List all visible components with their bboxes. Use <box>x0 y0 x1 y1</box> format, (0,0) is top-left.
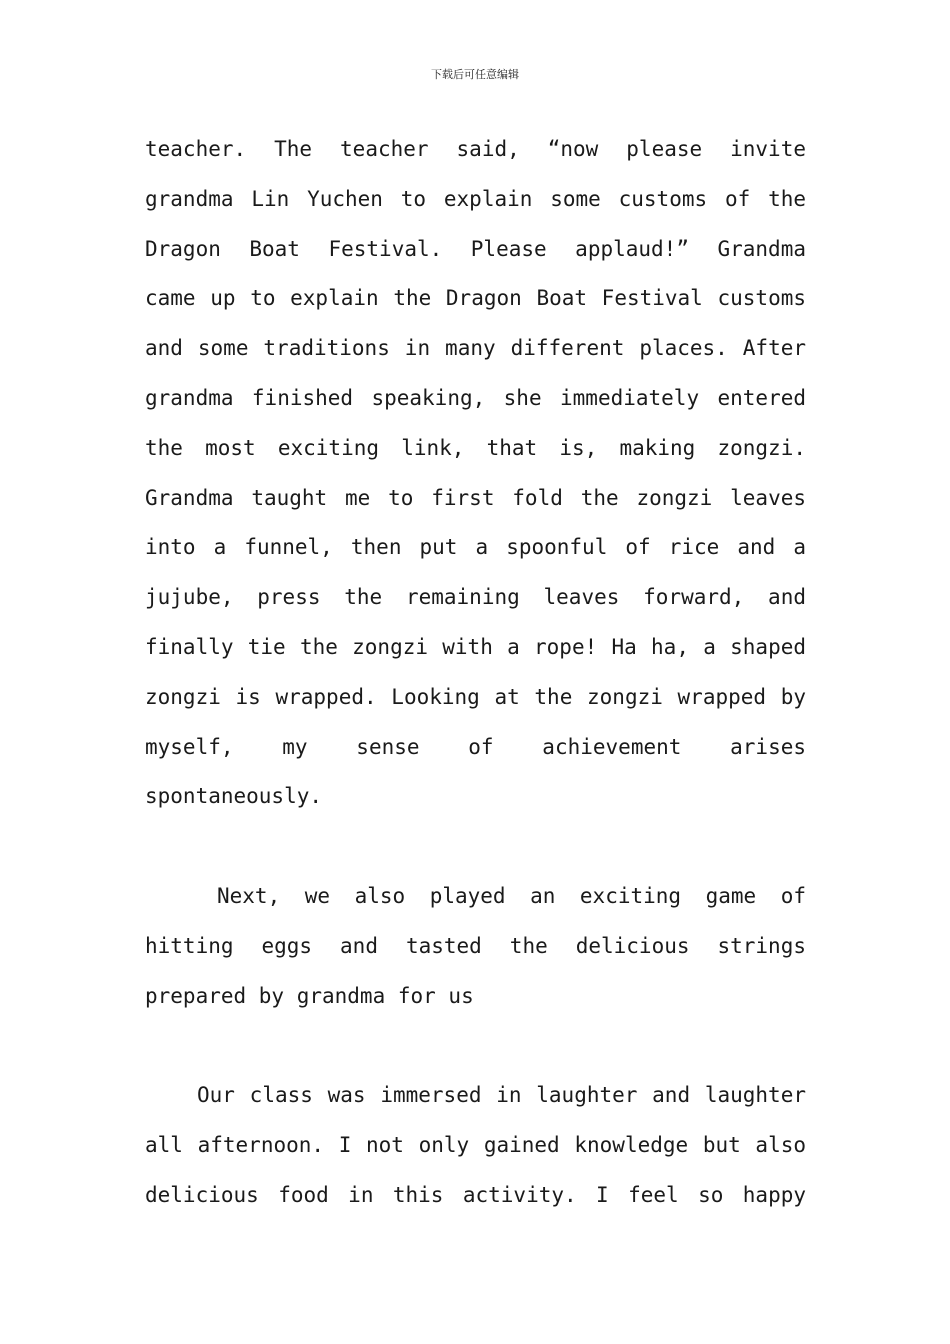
text-line: into a funnel, then put a spoonful of rice and a <box>145 535 806 560</box>
paragraph-3 <box>145 1071 806 1220</box>
text-line: delicious food in this activity. I feel so happy <box>145 1182 806 1207</box>
page-header: 下载后可任意编辑 <box>431 68 519 81</box>
text-line: Grandma taught me to first fold the zongzi leaves <box>145 485 806 510</box>
document-body <box>145 125 806 1221</box>
text-line: Next, we also played an exciting game of <box>217 883 806 908</box>
paragraph-2 <box>145 872 806 1021</box>
text-line: finally tie the zongzi with a rope! Ha ha, a shaped <box>145 634 806 659</box>
text-line: Our class was immersed in laughter and laughter <box>197 1083 806 1108</box>
text-line: the most exciting link, that is, making zongzi. <box>145 435 806 460</box>
text-line: all afternoon. I not only gained knowledge but also <box>145 1132 806 1157</box>
text-line: prepared by grandma for us <box>145 983 474 1008</box>
text-line: grandma Lin Yuchen to explain some customs of the <box>145 186 806 211</box>
text-line: came up to explain the Dragon Boat Festival customs <box>145 286 806 311</box>
text-line: jujube, press the remaining leaves forward, and <box>145 585 806 610</box>
text-line: zongzi is wrapped. Looking at the zongzi wrapped by <box>145 684 806 709</box>
text-line: myself, my sense of achievement arises <box>145 734 806 759</box>
text-line: and some traditions in many different places. After <box>145 336 806 361</box>
text-line: Dragon Boat Festival. Please applaud!” Grandma <box>145 236 806 261</box>
text-line: spontaneously. <box>145 784 323 809</box>
paragraph-spacer <box>145 1021 806 1071</box>
text-line: grandma finished speaking, she immediately entered <box>145 385 806 410</box>
text-line: hitting eggs and tasted the delicious strings <box>145 933 806 958</box>
paragraph-spacer <box>145 822 806 872</box>
text-line: teacher. The teacher said, “now please invite <box>145 137 806 161</box>
paragraph-1 <box>145 125 806 822</box>
